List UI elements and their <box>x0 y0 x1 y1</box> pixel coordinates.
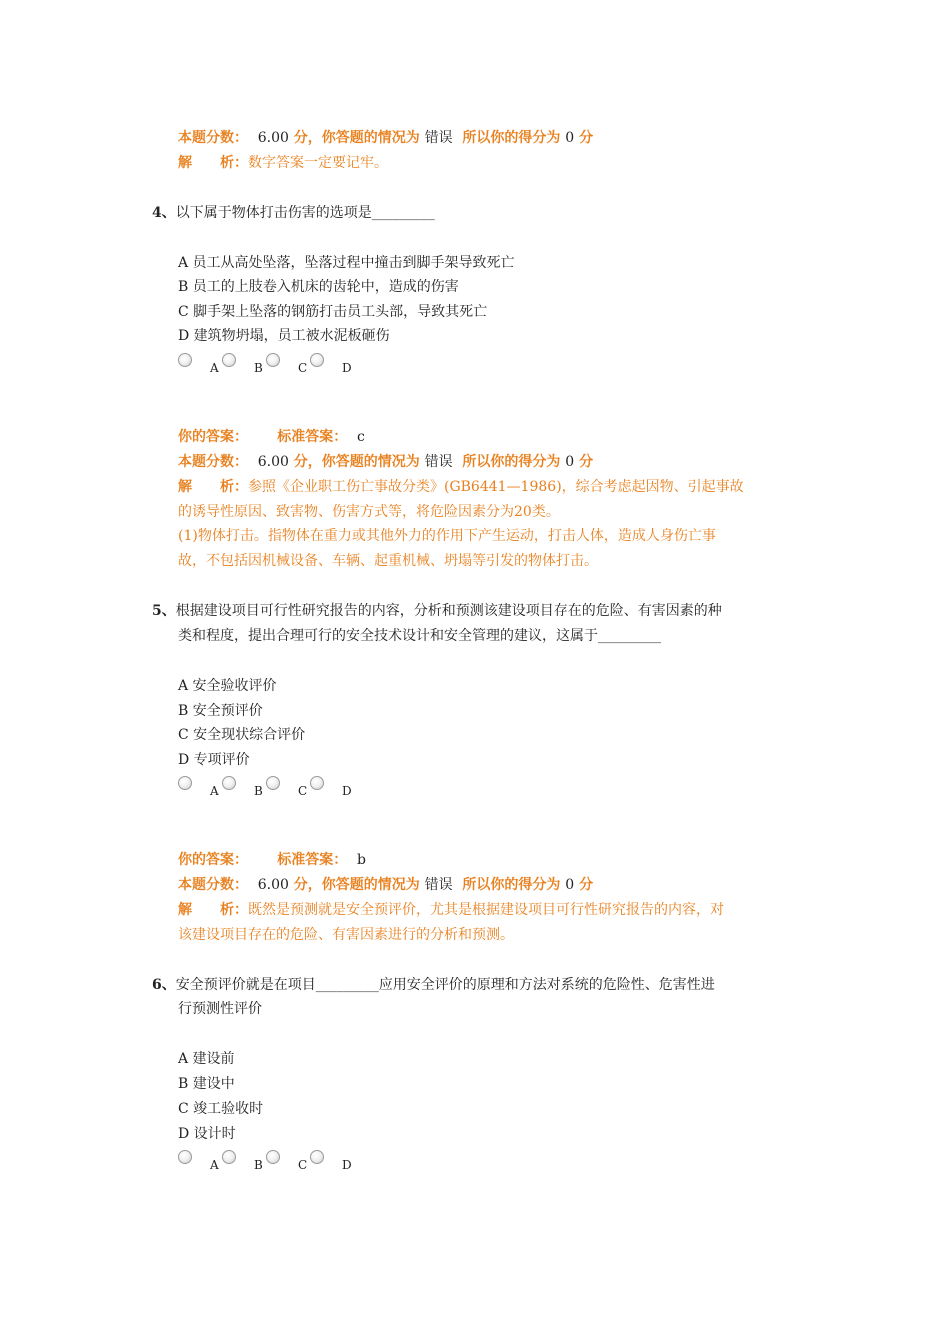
q4-option-b: B 员工的上肢卷入机床的齿轮中，造成的伤害 <box>178 279 459 295</box>
q3-analysis: 解 析：数字答案一定要记牢。 <box>178 155 388 171</box>
q5-radio-a[interactable] <box>178 776 192 790</box>
q6-radio-c[interactable] <box>266 1150 280 1164</box>
q5-radio-b[interactable] <box>222 776 236 790</box>
q4-radio-label-b: B <box>254 361 263 375</box>
q4-analysis-line-2: 的诱导性原因、致害物、伤害方式等，将危险因素分为20类。 <box>178 504 560 520</box>
q5-analysis-line-2: 该建设项目存在的危险、有害因素进行的分析和预测。 <box>178 927 514 943</box>
q4-analysis: 解 析：参照《企业职工伤亡事故分类》(GB6441—1986)，综合考虑起因物、引起事故 <box>178 479 744 495</box>
q5-option-d: D 专项评价 <box>178 752 250 768</box>
q6-radio-d[interactable] <box>310 1150 324 1164</box>
q4-radio-d[interactable] <box>310 353 324 367</box>
q4-score-line: 本题分数： 6.00 分，你答题的情况为 错误 所以你的得分为 0 分 <box>178 454 594 470</box>
q5-radio-group <box>178 776 354 798</box>
q5-analysis: 解 析：既然是预测就是安全预评价，尤其是根据建设项目可行性研究报告的内容，对 <box>178 902 724 918</box>
q5-radio-label-d: D <box>342 784 352 798</box>
q6-question: 6、安全预评价就是在项目_________应用安全评价的原理和方法对系统的危险性、危害性进 <box>152 977 715 993</box>
q4-option-d: D 建筑物坍塌，员工被水泥板砸伤 <box>178 328 390 344</box>
q4-radio-group <box>178 353 354 375</box>
q5-radio-label-a: A <box>210 784 219 798</box>
q6-radio-label-c: C <box>298 1158 308 1172</box>
q4-radio-label-d: D <box>342 361 352 375</box>
q4-radio-label-c: C <box>298 361 308 375</box>
q5-radio-label-b: B <box>254 784 263 798</box>
q6-radio-a[interactable] <box>178 1150 192 1164</box>
q6-option-a: A 建设前 <box>178 1051 235 1067</box>
q4-option-a: A 员工从高处坠落，坠落过程中撞击到脚手架导致死亡 <box>178 255 515 271</box>
q5-option-b: B 安全预评价 <box>178 703 263 719</box>
q3-score-line: 本题分数： 6.00 分，你答题的情况为 错误 所以你的得分为 0 分 <box>178 130 594 146</box>
q5-option-a: A 安全验收评价 <box>178 678 277 694</box>
q5-radio-d[interactable] <box>310 776 324 790</box>
q4-question: 4、以下属于物体打击伤害的选项是_________ <box>152 205 435 221</box>
q4-radio-b[interactable] <box>222 353 236 367</box>
q5-radio-label-c: C <box>298 784 308 798</box>
q6-radio-label-d: D <box>342 1158 352 1172</box>
q4-radio-label-a: A <box>210 361 219 375</box>
q6-question-line-2: 行预测性评价 <box>178 1001 262 1017</box>
q5-question-line-2: 类和程度，提出合理可行的安全技术设计和安全管理的建议，这属于_________ <box>178 628 661 644</box>
q5-score-line: 本题分数： 6.00 分，你答题的情况为 错误 所以你的得分为 0 分 <box>178 877 594 893</box>
q4-radio-a[interactable] <box>178 353 192 367</box>
q6-radio-label-a: A <box>210 1158 219 1172</box>
q6-option-c: C 竣工验收时 <box>178 1101 264 1117</box>
q4-answer-line: 你的答案： 标准答案： c <box>178 429 365 445</box>
q5-option-c: C 安全现状综合评价 <box>178 727 306 743</box>
q5-radio-c[interactable] <box>266 776 280 790</box>
q6-option-d: D 设计时 <box>178 1126 236 1142</box>
q4-analysis-line-3: (1)物体打击。指物体在重力或其他外力的作用下产生运动，打击人体，造成人身伤亡事 <box>178 528 716 544</box>
q4-analysis-line-4: 故，不包括因机械设备、车辆、起重机械、坍塌等引发的物体打击。 <box>178 553 598 569</box>
q6-option-b: B 建设中 <box>178 1076 235 1092</box>
q5-question: 5、根据建设项目可行性研究报告的内容，分析和预测该建设项目存在的危险、有害因素的种 <box>152 603 722 619</box>
q6-radio-b[interactable] <box>222 1150 236 1164</box>
q6-radio-group <box>178 1150 354 1172</box>
q4-radio-c[interactable] <box>266 353 280 367</box>
q6-radio-label-b: B <box>254 1158 263 1172</box>
q5-answer-line: 你的答案： 标准答案： b <box>178 852 366 868</box>
q4-option-c: C 脚手架上坠落的钢筋打击员工头部，导致其死亡 <box>178 304 488 320</box>
